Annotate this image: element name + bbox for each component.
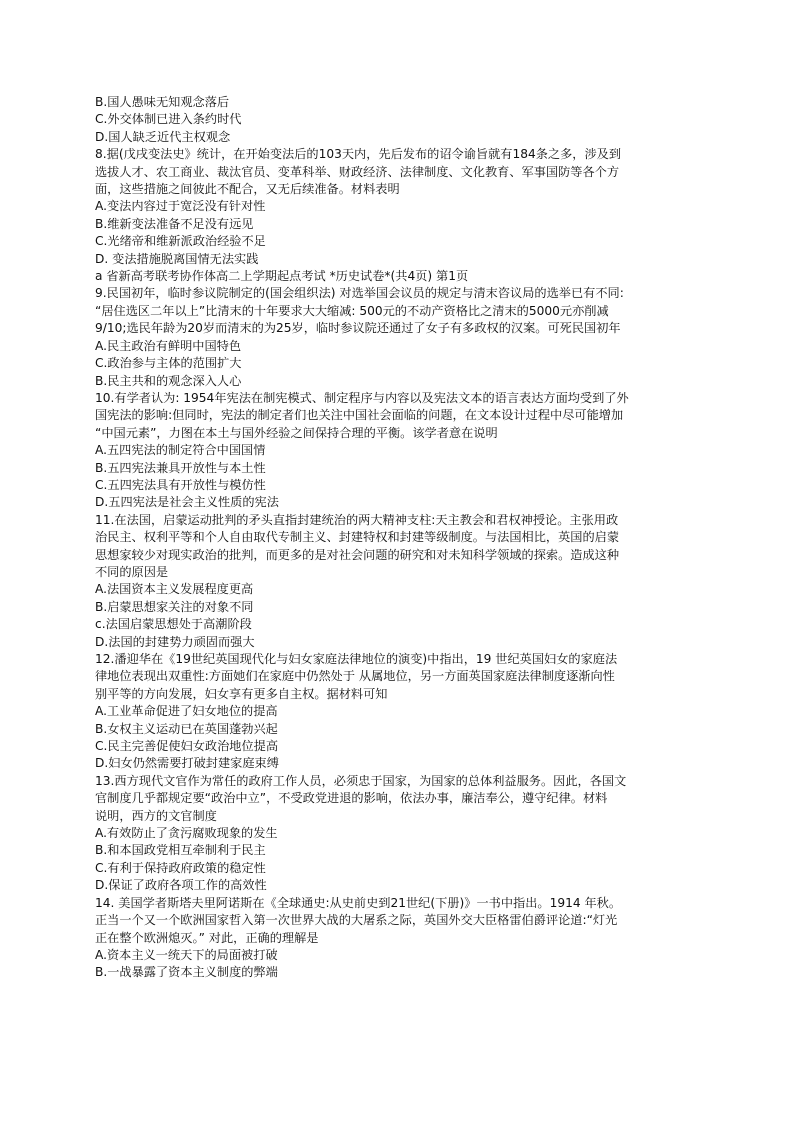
text-line: B.维新变法准备不足没有远见 [95,216,254,231]
text-line: A.有效防止了贪污腐败现象的发生 [95,826,278,841]
page-footer: a 省新高考联考协作体高二上学期起点考试 *历史试卷*(共4页) 第1页 [95,269,469,284]
text-line: C.光绪帝和维新派政治经验不足 [95,234,266,249]
text-line: 国宪法的影响:但同时，宪法的制定者们也关注中国社会面临的问题，在文本设计过程中尽可能增加 [95,408,624,423]
text-line: c.法国启蒙思想处于高潮阶段 [95,617,252,632]
text-line: B.启蒙思想家关注的对象不同 [95,599,254,614]
text-line: “居住选区二年以上”比清末的十年要求大大缩减: 500元的不动产资格比之清末的5000元亦削减 [95,303,609,318]
text-line: 说明，西方的文官制度 [95,808,217,823]
text-line: C.政治参与主体的范围扩大 [95,356,242,371]
question-9: 9.民国初年，临时参议院制定的(国会组织法) 对选举国会议员的规定与清末咨议局的选举已有不同: [95,286,624,301]
text-line: C.外交体制已进入条约时代 [95,112,242,127]
text-line: D.五四宪法是社会主义性质的宪法 [95,495,279,510]
text-line: B.五四宪法兼具开放性与本土性 [95,460,266,475]
text-line: B.一战暴露了资本主义制度的弊端 [95,965,278,980]
text-line: B.女权主义运动已在英国蓬勃兴起 [95,721,278,736]
text-line: C.有利于保持政府政策的稳定性 [95,860,266,875]
text-line: D. 变法措施脱离国情无法实践 [95,251,259,266]
text-line: D.国人缺乏近代主权观念 [95,129,231,144]
text-line: 选拔人才、农工商业、裁汰官员、变革科举、财政经济、法律制度、文化教育、军事国防等各个方 [95,164,620,179]
text-line: C.民主完善促使妇女政治地位提高 [95,739,279,754]
text-line: B.国人愚味无知观念落后 [95,95,230,109]
question-14: 14. 美国学者斯塔夫里阿诺斯在《全球通史:从史前史到21世纪(下册)》一书中指出。1914 年秋。 [95,895,622,910]
exam-page [95,94,715,982]
text-line: A.工业革命促进了妇女地位的提高 [95,704,278,719]
text-line: A.民主政治有鲜明中国特色 [95,338,242,353]
question-12: 12.潘迎华在《19世纪英国现代化与妇女家庭法律地位的演变)中指出，19 世纪英国妇女的家庭法 [95,652,618,666]
text-line: B.和本国政党相互牵制利于民主 [95,843,266,858]
text-line: D.妇女仍然需要打破封建家庭束缚 [95,756,279,771]
text-line: 官制度几乎都规定要“政治中立”，不受政党进退的影响，依法办事，廉洁奉公，遵守纪律。材料 [95,791,608,806]
text-line: A.资本主义一统天下的局面被打破 [95,947,278,962]
text-line: A.变法内容过于宽泛没有针对性 [95,199,266,214]
text-line: “中国元素”，力图在本土与国外经验之间保持合理的平衡。该学者意在说明 [95,425,498,440]
text-line: 治民主、权利平等和个人自由取代专制主义、封建特权和封建等级制度。与法国相比，英国的启蒙 [95,530,620,545]
question-8: 8.据(戊戌变法史》统计，在开始变法后的103天内，先后发布的诏令谕旨就有184条之多，涉及到 [95,147,622,162]
text-line: D.保证了政府各项工作的高效性 [95,878,267,893]
text-line: 9/10;选民年龄为20岁而清末的为25岁，临时参议院还通过了女子有多政权的汉案。可死民国初年 [95,321,621,336]
text-line: 律地位表现出双重性:方面她们在家庭中仍然处于 从属地位，另一方面英国家庭法律制度逐渐向性 [95,669,615,684]
text-line: 正当一个又一个欧洲国家哲入第一次世界大战的大屠系之际，英国外交大臣格雷伯爵评论道:“灯光 [95,913,618,928]
text-line: 正在整个欧洲熄灭。” 对此，正确的理解是 [95,930,319,945]
question-11: 11.在法国，启蒙运动批判的矛头直指封建统治的两大精神支柱:天主教会和君权神授论。主张用政 [95,512,619,527]
text-line: D.法国的封建势力顽固而强大 [95,634,255,649]
text-line: 不同的原因是 [95,564,169,579]
text-line: A.法国资本主义发展程度更高 [95,582,254,597]
text-line: A.五四宪法的制定符合中国国情 [95,443,266,458]
question-13: 13.西方现代文官作为常任的政府工作人员，必须忠于国家，为国家的总体利益服务。因此，各国文 [95,773,627,788]
text-line: C.五四宪法具有开放性与模仿性 [95,477,266,492]
text-line: 思想家较少对现实政治的批判，而更多的是对社会问题的研究和对未知科学领域的探索。造成这种 [95,547,620,562]
question-10: 10.有学者认为: 1954年宪法在制宪模式、制定程序与内容以及宪法文本的语言表达方面均受到了外 [95,390,629,405]
text-line: B.民主共和的观念深入人心 [95,373,242,388]
text-line: 面，这些措施之间彼此不配合，又无后续准备。材料表明 [95,182,400,197]
text-line: 别平等的方向发展，妇女享有更多自主权。据材料可知 [95,686,388,701]
